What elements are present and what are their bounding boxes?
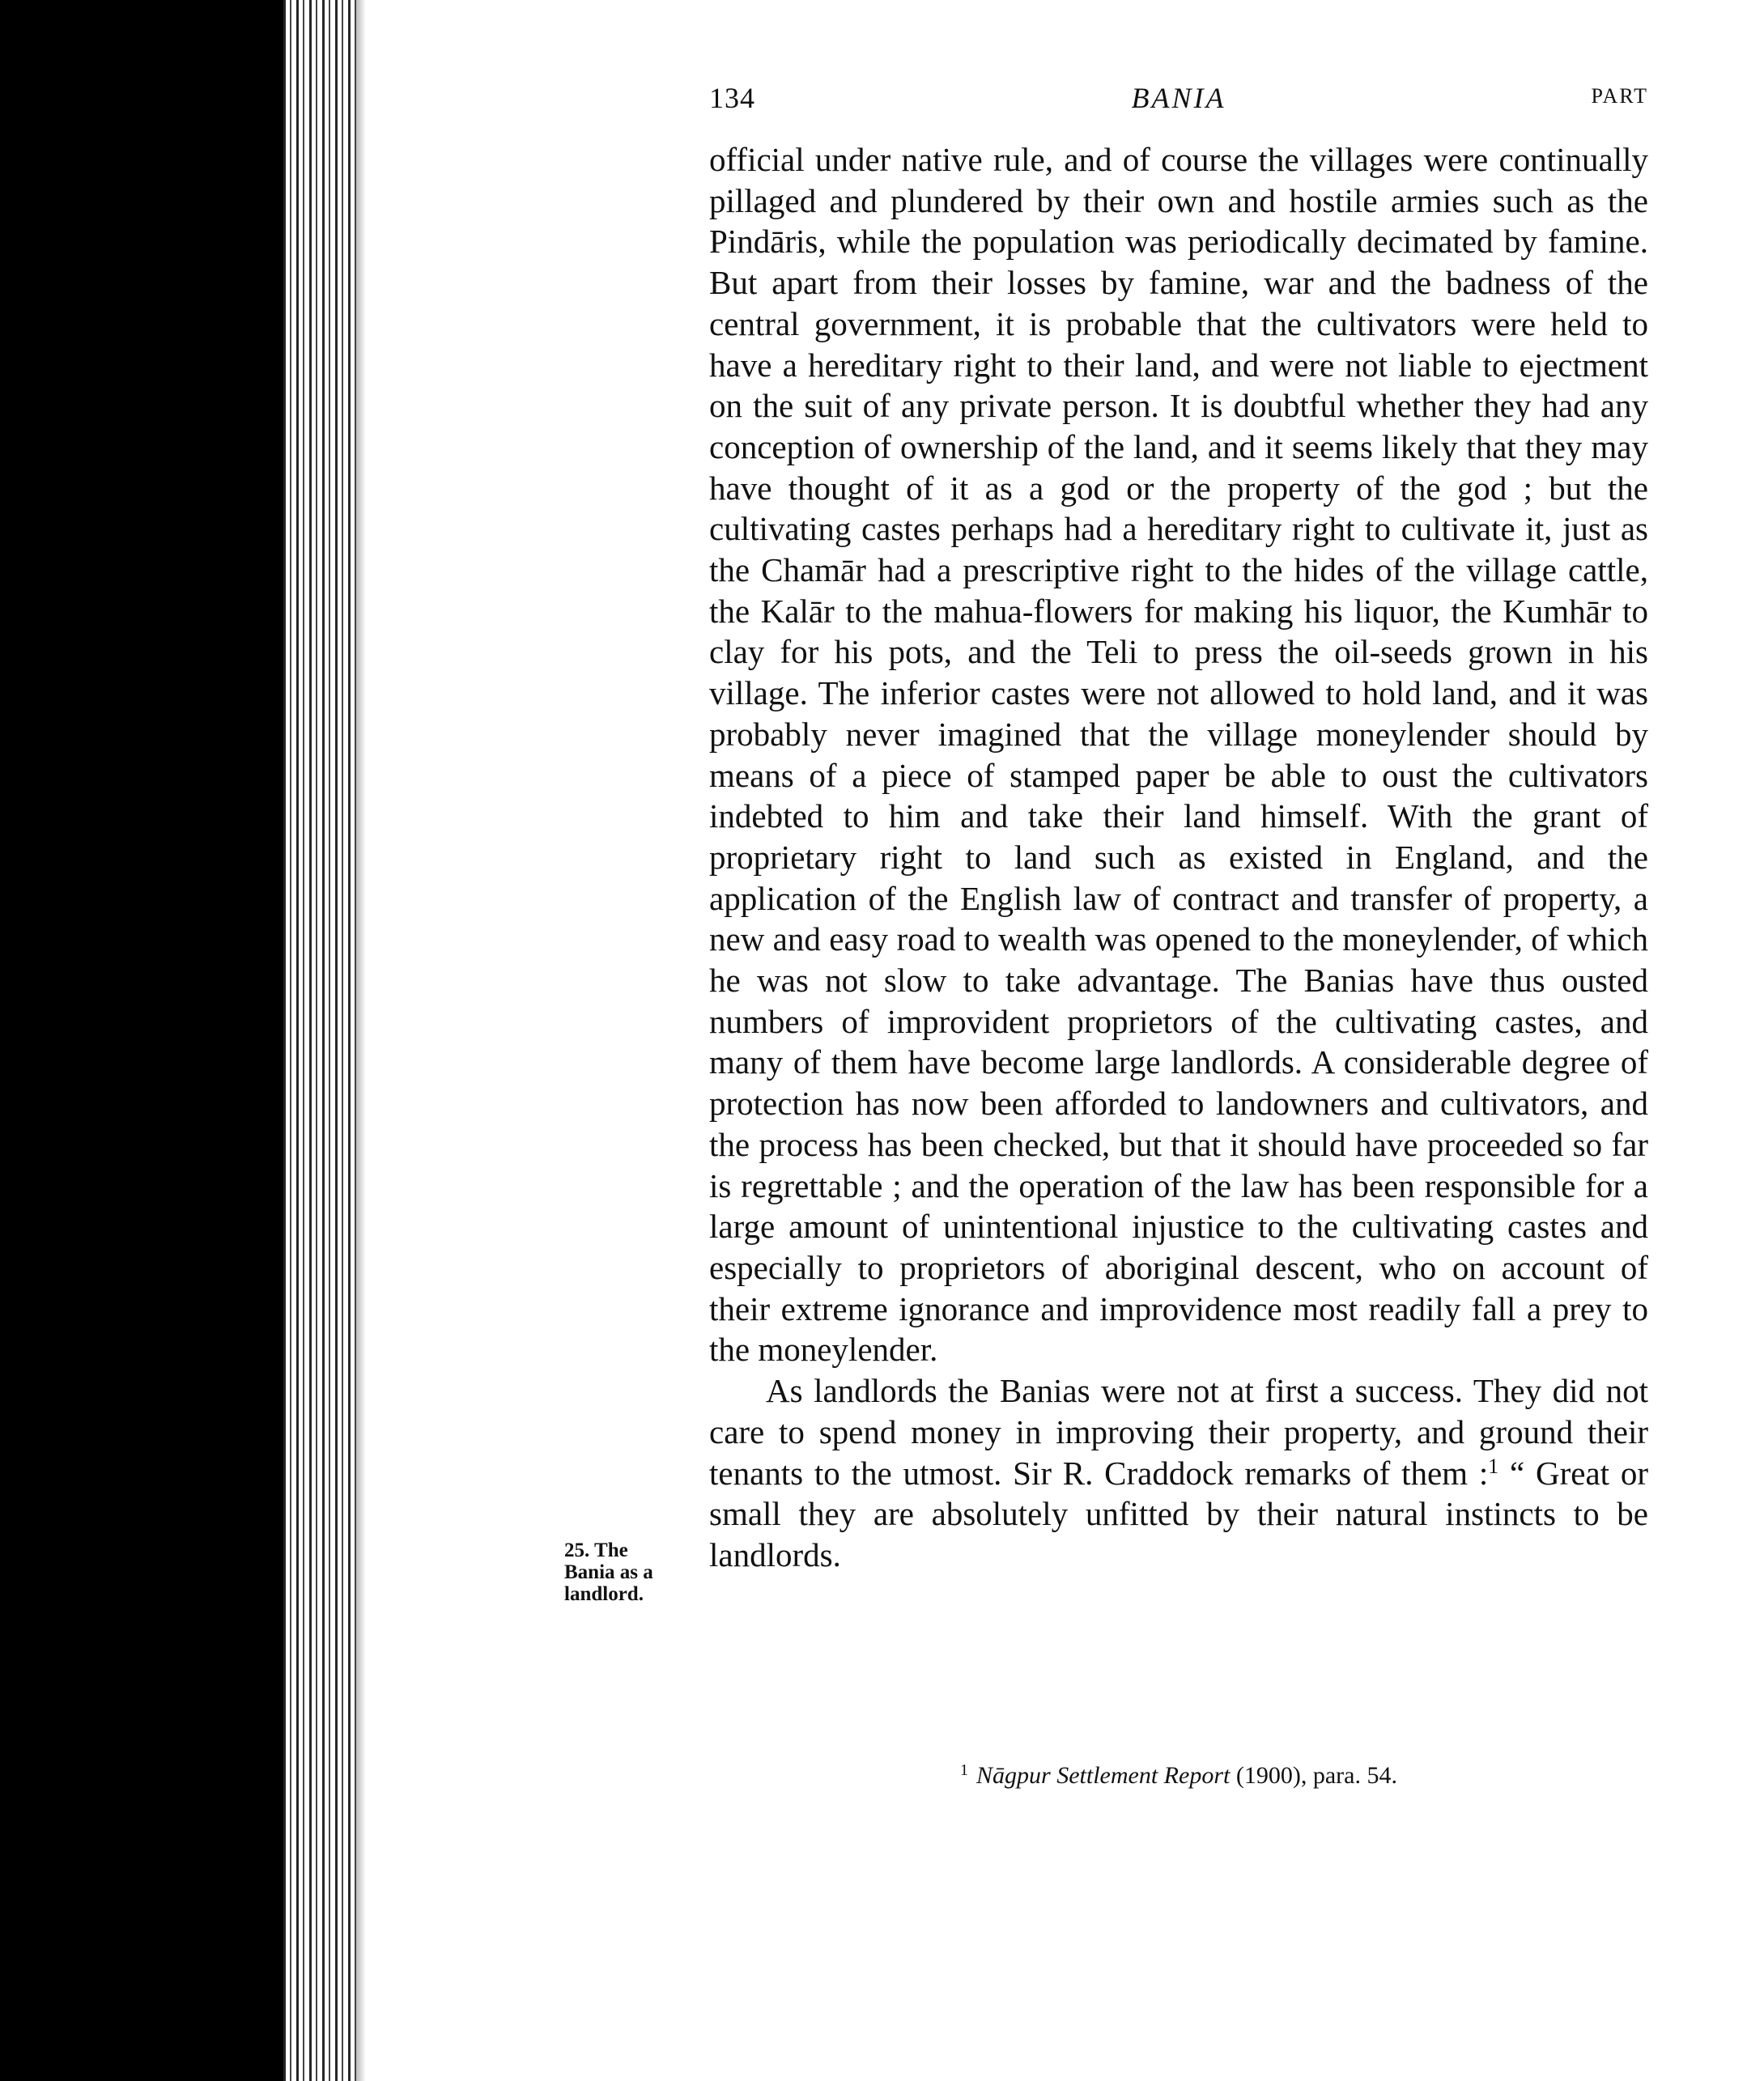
margin-note-line: Bania as a <box>564 1561 653 1583</box>
margin-note-line: 25. The <box>564 1540 628 1561</box>
footnote-reference: 1 <box>1488 1454 1499 1478</box>
book-binding-edge <box>283 0 356 2081</box>
margin-note <box>564 1540 678 1605</box>
running-title: BANIA <box>1131 82 1226 114</box>
page-header <box>709 81 1648 121</box>
footnote-marker: 1 <box>960 1761 969 1779</box>
book-gutter-shadow <box>0 0 283 2081</box>
footnote <box>709 1761 1648 1790</box>
paragraph-continued: official under native rule, and of course the villages were continually pillaged and plundered by their own and hostile armies such as the Pindāris, while the population was periodically decimated by famine. But apart from their losses by famine, war and the badness of the central government, it is probable that the cultivators were held to have a hereditary right to their land, and were not liable to ejectment on the suit of any private person. It is doubtful whether they had any conception of ownership of the land, and it seems likely that they may have thought of it as a god or the property of the god ; but the cultivating castes perhaps had a hereditary right to cultivate it, just as the Chamār had a prescriptive right to the hides of the village cattle, the Kalār to the mahua-flowers for making his liquor, the Kumhār to clay for his pots, and the Teli to press the oil-seeds grown in his village. The inferior castes were not allowed to hold land, and it was probably never imagined that the village moneylender should by means of a piece of stamped paper be able to oust the cultivators indebted to him and take their land himself. With the grant of proprietary right to land such as existed in England, and the application of the English law of contract and transfer of property, a new and easy road to wealth was opened to the moneylender, of which he was not slow to take advantage. The Banias have thus ousted numbers of improvident proprietors of the cultivating castes, and many of them have become large landlords. A considerable degree of protection has now been afforded to landowners and cultivators, and the process has been checked, but that it should have proceeded so far is regrettable ; and the operation of the law has been responsible for a large amount of unintentional injustice to the cultivating castes and especially to proprietors of aboriginal descent, who on account of their extreme ignorance and improvidence most readily fall a prey to the moneylender. <box>709 141 1648 1369</box>
margin-note-line: landlord. <box>564 1583 644 1605</box>
part-label: PART <box>1591 84 1648 108</box>
footnote-text: (1900), para. 54. <box>1230 1762 1397 1789</box>
binding-fade <box>356 0 366 2081</box>
body-text <box>709 139 1648 1576</box>
page-number: 134 <box>709 82 755 114</box>
footnote-title: Nāgpur Settlement Report <box>976 1762 1231 1789</box>
paragraph-text-continued: “ Great or small they are absolutely unfitted by their natural instincts to be landlords. <box>709 1454 1649 1573</box>
paragraph-bania-landlord <box>709 1370 1648 1576</box>
paragraph-text: As landlords the Banias were not at first a success. They did not care to spend money in improving their property, and ground their tenants to the utmost. Sir R. Craddock remarks of them : <box>709 1372 1648 1492</box>
